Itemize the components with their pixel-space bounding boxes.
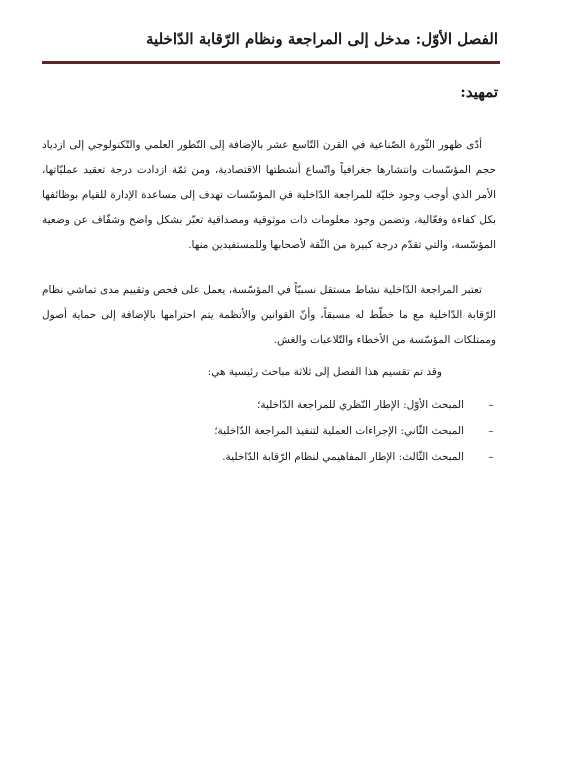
- list-item: [42, 418, 496, 444]
- section-heading: تمهيد:: [460, 83, 498, 101]
- list-item: [42, 444, 496, 470]
- bullet-dash: –: [488, 425, 494, 437]
- list-item: [42, 392, 496, 418]
- list-item-text: المبحث الثّاني: الإجراءات العملية لتنفيذ المراجعة الدّاخلية؛: [214, 425, 464, 437]
- title-divider: [42, 61, 500, 64]
- paragraph-1: أدّى ظهور الثّورة الصّناعية في القرن التّاسع عشر بالإضافة إلى التّطور العلمي والتّكنولوجي إلى ازدياد حجم المؤسّسات وانتشارها جغرافياً واتّساع أنشطتها الاقتصادية، ومن ثمّة ازدادت درجة تعقيد عمليّاتها، الأمر الذي أوجب وجود خليّة للمراجعة الدّاخلية في المؤسّسات تهدف إلى مساعدة الإدارة للقيام بوظائفها بكل كفاءة وفعّالية، وتضمن وجود معلومات ذات موثوقية ومصداقية تعبّر بشكل واضح وشفّاف عن وضعية المؤسّسة، والتي تقدّم درجة كبيرة من الثّقة لأصحابها وللمستفيدين منها.: [42, 138, 496, 251]
- paragraph-2: تعتبر المراجعة الدّاخلية نشاط مستقل نسبيّاً في المؤسّسة، يعمل على فحص وتقييم مدى تماشي نظام الرّقابة الدّاخلية مع ما خطّط له مسبقاً، وأنّ القوانين والأنظمة يتم احترامها بالإضافة إلى حماية أصول وممتلكات المؤسّسة من الأخطاء والتّلاعبات والغش.: [42, 283, 496, 346]
- list-item-text: المبحث الأوّل: الإطار النّظري للمراجعة الدّاخلية؛: [256, 399, 464, 411]
- list-item-text: المبحث الثّالث: الإطار المفاهيمي لنظام الرّقابة الدّاخلية.: [222, 451, 464, 463]
- chapter-title: الفصل الأوّل: مدخل إلى المراجعة ونظام الرّقابة الدّاخلية: [146, 30, 498, 48]
- bullet-dash: –: [488, 451, 494, 463]
- chapter-outline-intro: وقد تم تقسيم هذا الفصل إلى ثلاثة مباحث رئيسية هي:: [207, 366, 442, 378]
- bullet-dash: –: [488, 399, 494, 411]
- chapter-outline-list: [42, 392, 496, 470]
